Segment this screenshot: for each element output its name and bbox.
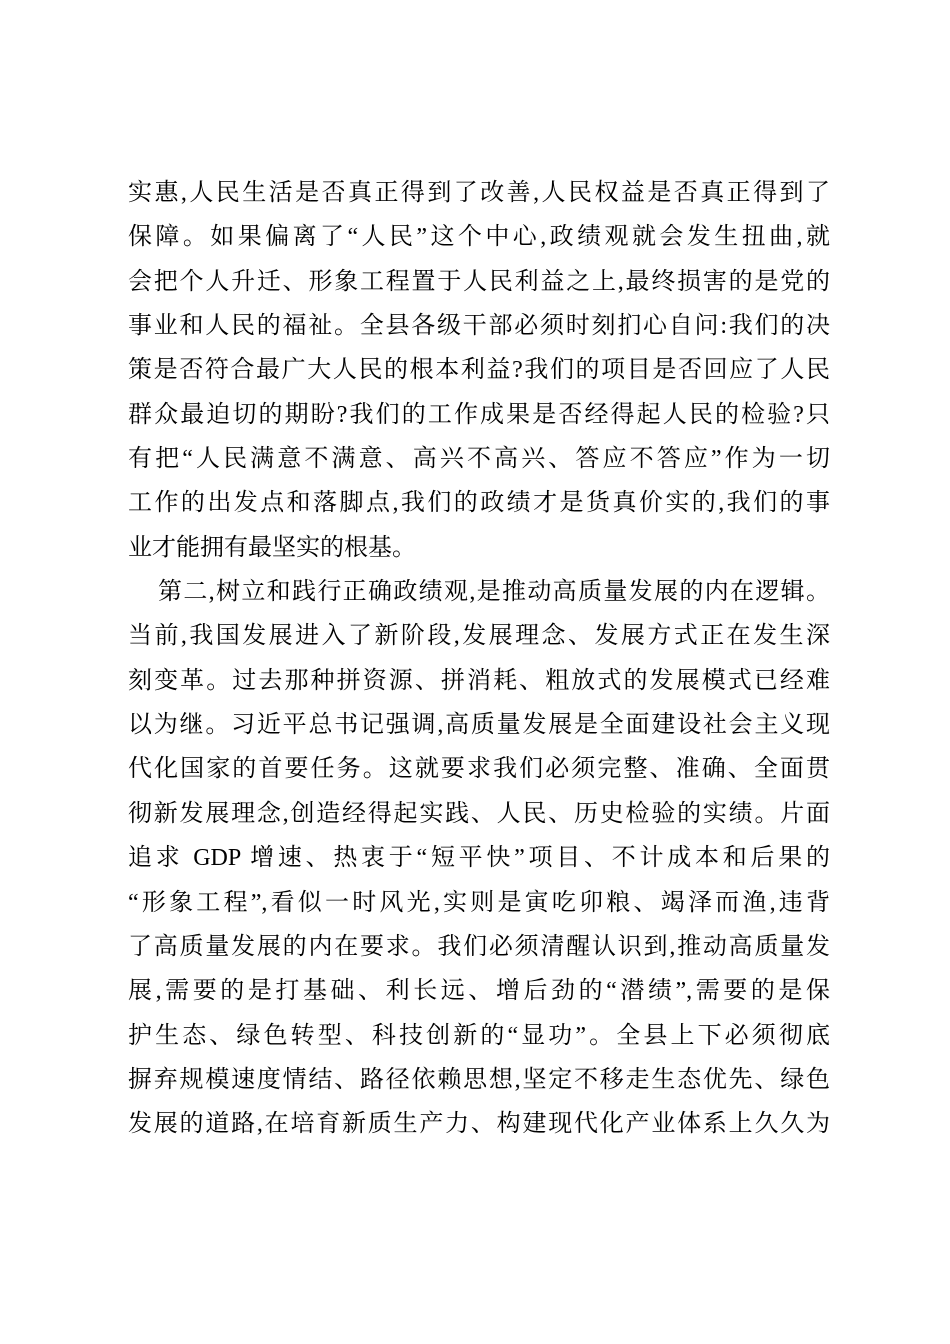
text-line: 有把“人民满意不满意、高兴不高兴、答应不答应”作为一切 <box>128 446 830 473</box>
text-line: 工作的出发点和落脚点,我们的政绩才是货真价实的,我们的事 <box>128 490 830 517</box>
paragraph-high-quality-development <box>128 570 830 1146</box>
text-line: 会把个人升迁、形象工程置于人民利益之上,最终损害的是党的 <box>128 268 830 295</box>
text-line: 摒弃规模速度情结、路径依赖思想,坚定不移走生态优先、绿色 <box>128 1066 830 1093</box>
text-line: 以为继。习近平总书记强调,高质量发展是全面建设社会主义现 <box>128 712 830 739</box>
text-line: 当前,我国发展进入了新阶段,发展理念、发展方式正在发生深 <box>128 623 830 650</box>
text-line: 护生态、绿色转型、科技创新的“显功”。全县上下必须彻底 <box>128 1022 830 1049</box>
text-line: 刻变革。过去那种拼资源、拼消耗、粗放式的发展模式已经难 <box>128 667 830 694</box>
text-line: 展,需要的是打基础、利长远、增后劲的“潜绩”,需要的是保 <box>128 978 830 1005</box>
text-line: 追求 GDP 增速、热衷于“短平快”项目、不计成本和后果的 <box>128 845 830 872</box>
text-block <box>128 171 830 1147</box>
text-line: 第二,树立和践行正确政绩观,是推动高质量发展的内在逻辑。 <box>158 579 830 606</box>
text-line: 发展的道路,在培育新质生产力、构建现代化产业体系上久久为 <box>128 1111 830 1138</box>
text-line: 彻新发展理念,创造经得起实践、人民、历史检验的实绩。片面 <box>128 800 830 827</box>
text-line: 实惠,人民生活是否真正得到了改善,人民权益是否真正得到了 <box>128 180 830 206</box>
text-line: 群众最迫切的期盼?我们的工作成果是否经得起人民的检验?只 <box>128 401 830 428</box>
text-line: 了高质量发展的内在要求。我们必须清醒认识到,推动高质量发 <box>128 933 830 960</box>
text-line: “形象工程”,看似一时风光,实则是寅吃卯粮、竭泽而渔,违背 <box>128 889 830 916</box>
text-line: 业才能拥有最坚实的根基。 <box>128 534 416 561</box>
text-line: 事业和人民的福祉。全县各级干部必须时刻扪心自问:我们的决 <box>128 313 830 340</box>
text-line: 策是否符合最广大人民的根本利益?我们的项目是否回应了人民 <box>128 357 830 384</box>
text-line: 代化国家的首要任务。这就要求我们必须完整、准确、全面贯 <box>128 756 830 783</box>
text-line: 保障。如果偏离了“人民”这个中心,政绩观就会发生扭曲,就 <box>128 224 830 251</box>
paragraph-people-centered-achievement <box>128 171 830 570</box>
